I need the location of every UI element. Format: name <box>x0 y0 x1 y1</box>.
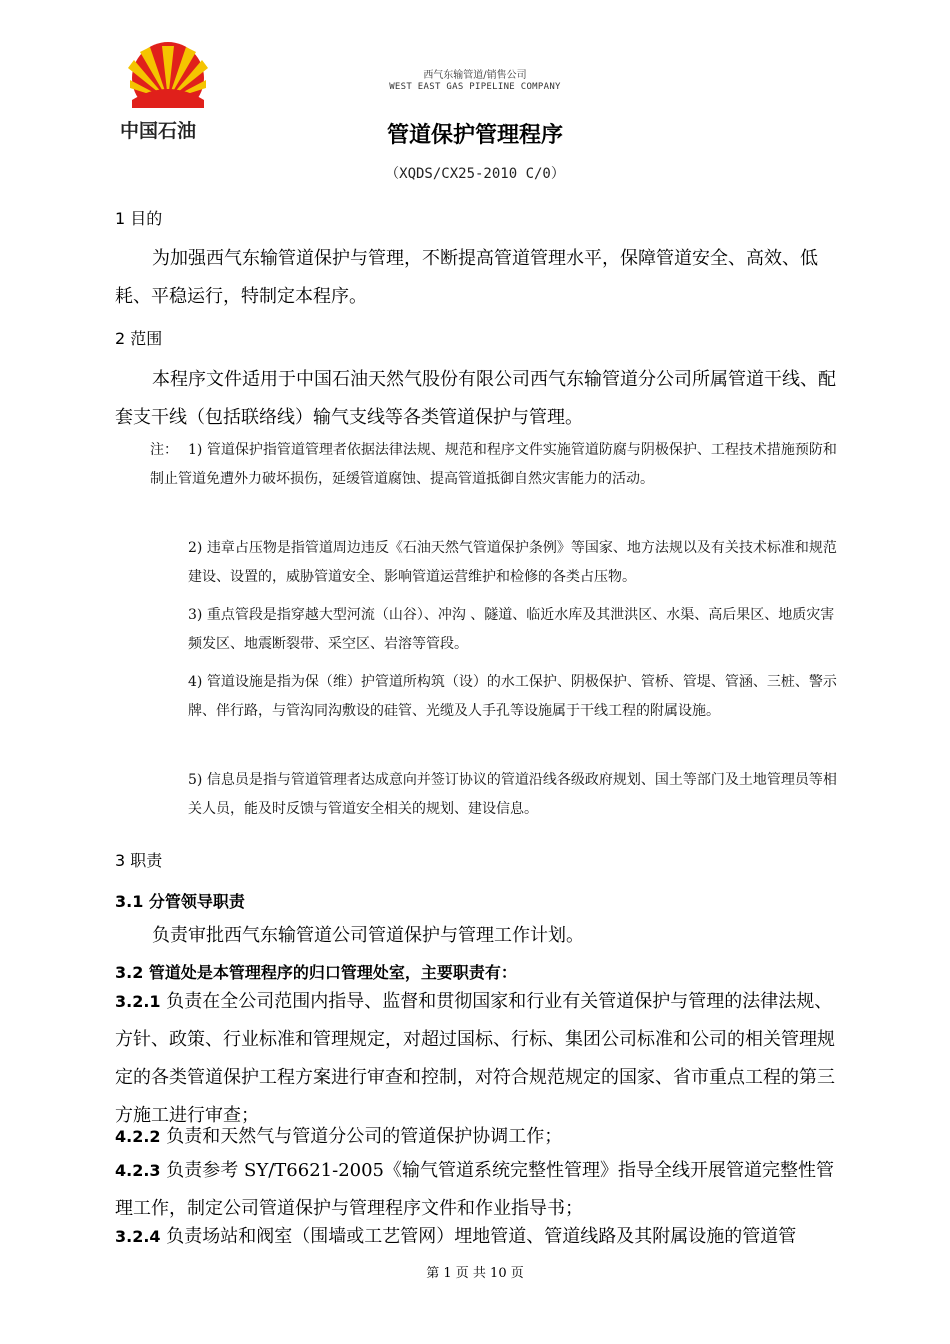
item-3-2-1: 3.2.1 负责在全公司范围内指导、监督和贯彻国家和行业有关管道保护与管理的法律法规、方针、政策、行业标准和管理规定，对超过国标、行标、集团公司标准和公司的相关管理规定的各类管道保护工程方案进行审查和控制，对符合规范规定的国家、省市重点工程的第三方施工进行审查； <box>115 991 835 1126</box>
section-3-2-heading: 3.2 管道处是本管理程序的归口管理处室，主要职责有： <box>115 963 517 982</box>
section-3-1-heading: 3.1 分管领导职责 <box>115 892 245 911</box>
section-1-text: 为加强西气东输管道保护与管理，不断提高管道管理水平，保障管道安全、高效、低耗、平稳运行，特制定本程序。 <box>115 248 818 307</box>
section-3-heading: 3 职责 <box>115 851 163 870</box>
item-4-2-3: 4.2.3 负责参考 SY/T6621-2005《输气管道系统完整性管理》指导全线开展管道完整性管理工作，制定公司管道保护与管理程序文件和作业指导书； <box>115 1160 834 1219</box>
note-4: 4) 管道设施是指为保（维）护管道所构筑（设）的水工保护、阴极保护、管桥、管堤、管涵、三桩、警示牌、伴行路，与管沟同沟敷设的硅管、光缆及人手孔等设施属于干线工程的附属设施。 <box>188 674 837 719</box>
note-5: 5) 信息员是指与管道管理者达成意向并签订协议的管道沿线各级政府规划、国土等部门及土地管理员等相关人员，能及时反馈与管道安全相关的规划、建设信息。 <box>188 772 837 817</box>
section-2-heading: 2 范围 <box>115 329 163 348</box>
document-title: 管道保护管理程序 <box>386 123 563 148</box>
document-number: （XQDS/CX25-2010 C/0） <box>385 166 565 182</box>
section-2-text: 本程序文件适用于中国石油天然气股份有限公司西气东输管道分公司所属管道干线、配套支干线（包括联络线）输气支线等各类管道保护与管理。 <box>115 369 836 428</box>
section-1-heading: 1 目的 <box>115 209 163 228</box>
note-3: 3) 重点管段是指穿越大型河流（山谷）、冲沟 、隧道、临近水库及其泄洪区、水渠、高后果区、地质灾害频发区、地震断裂带、采空区、岩溶等管段。 <box>188 607 835 652</box>
logo-text: 中国石油 <box>120 120 197 142</box>
item-3-2-4: 3.2.4 负责场站和阀室（围墙或工艺管网）埋地管道、管道线路及其附属设施的管道管 <box>115 1226 797 1247</box>
item-4-2-2: 4.2.2 负责和天然气与管道分公司的管道保护协调工作； <box>115 1126 563 1147</box>
note-2: 2) 违章占压物是指管道周边违反《石油天然气管道保护条例》等国家、地方法规以及有关技术标准和规范建设、设置的，威胁管道安全、影响管道运营维护和检修的各类占压物。 <box>188 540 837 585</box>
page-number: 第 1 页 共 10 页 <box>426 1266 524 1281</box>
note-label: 注： <box>150 442 178 458</box>
note-1: 注： 1) 管道保护指管道管理者依据法律法规、规范和程序文件实施管道防腐与阴极保护、工程技术措施预防和制止管道免遭外力破坏损伤，延缓管道腐蚀、提高管道抵御自然灾害能力的活动。 <box>150 436 840 494</box>
company-name-en: WEST EAST GAS PIPELINE COMPANY <box>389 82 561 92</box>
section-3-1-text: 负责审批西气东输管道公司管道保护与管理工作计划。 <box>152 925 584 946</box>
company-name-cn: 西气东输管道/销售公司 <box>423 70 527 81</box>
